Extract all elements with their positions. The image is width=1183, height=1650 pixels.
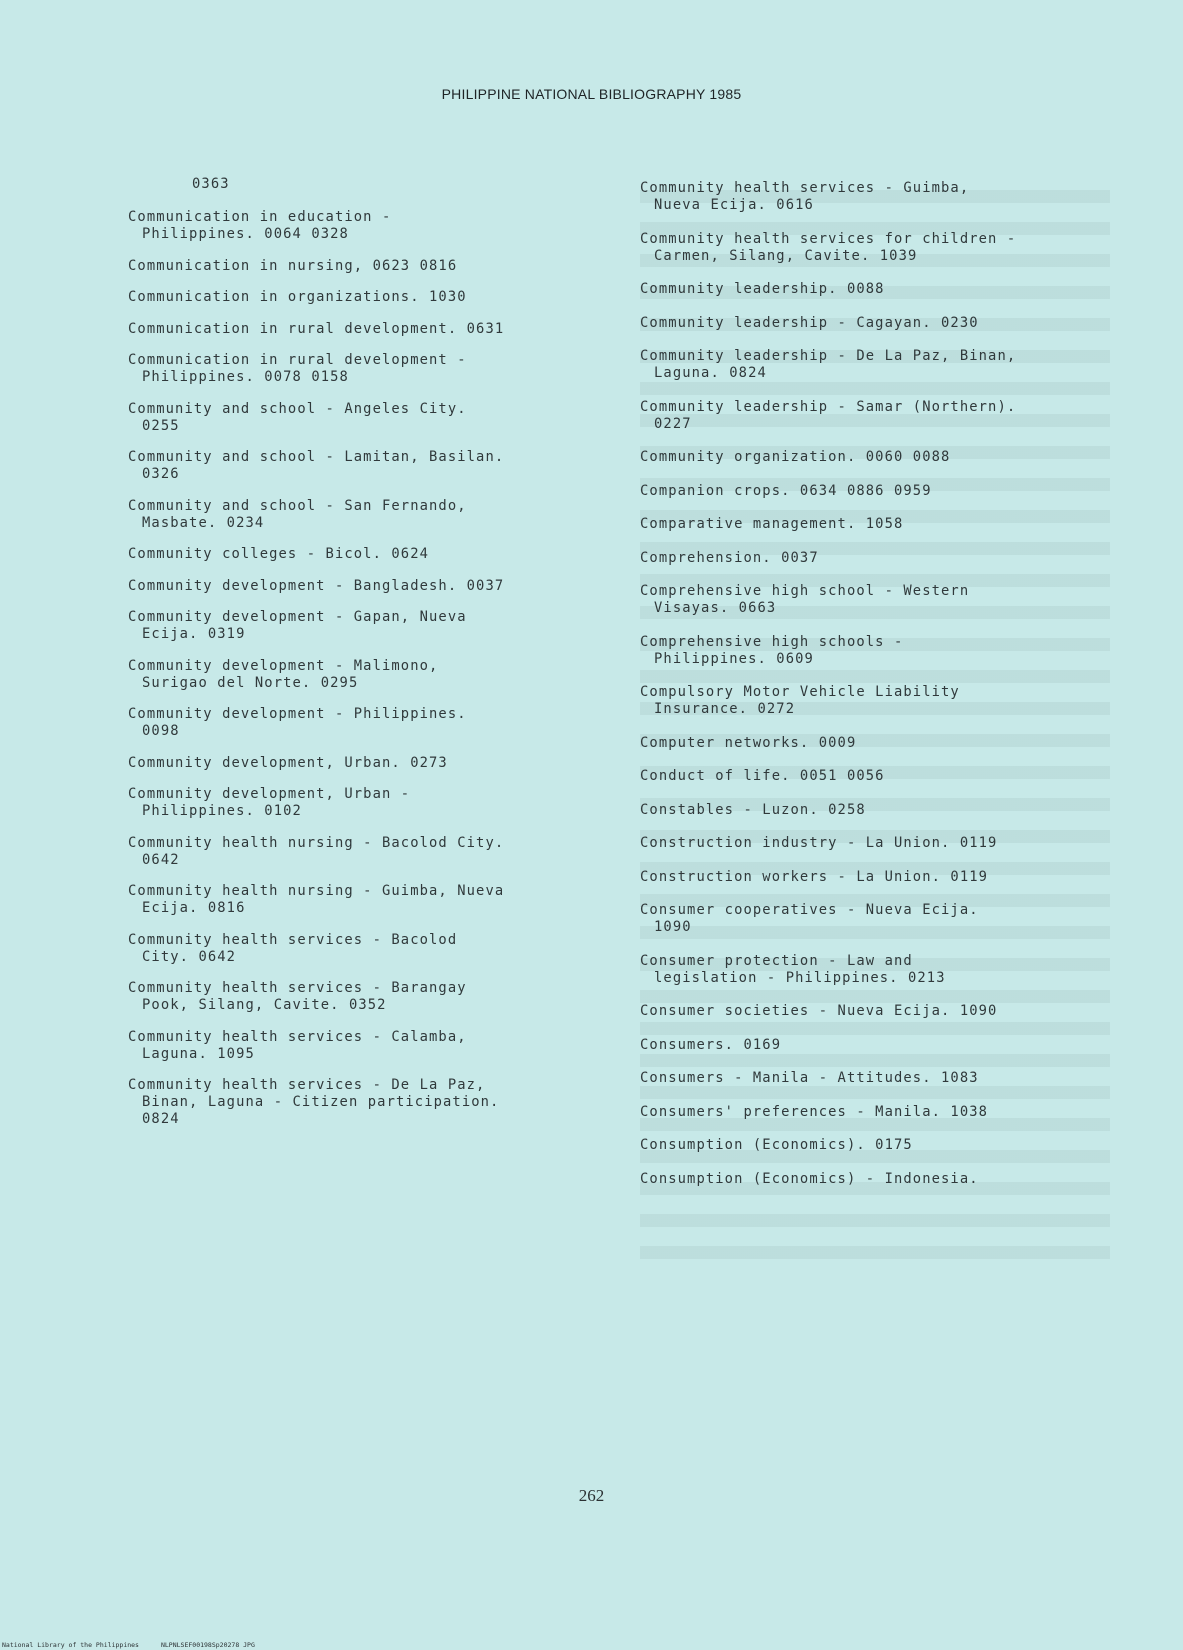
right-column bbox=[640, 180, 1100, 1204]
index-entry: Compulsory Motor Vehicle Liability Insurance. 0272 bbox=[640, 684, 960, 717]
index-entry: Consumption (Economics). 0175 bbox=[640, 1137, 913, 1153]
index-entry: Communication in rural development - Philippines. 0078 0158 bbox=[128, 352, 467, 385]
index-entry: Consumer protection - Law and legislation - Philippines. 0213 bbox=[640, 952, 946, 986]
index-entry: Communication in rural development. 0631 bbox=[128, 320, 505, 337]
index-entry: 0363 bbox=[192, 176, 230, 192]
index-entry: Communication in nursing, 0623 0816 bbox=[128, 257, 458, 274]
index-entry: Comprehensive high school - Western Visayas. 0663 bbox=[640, 583, 970, 616]
index-entry: Community development - Malimono, Surigao del Norte. 0295 bbox=[128, 657, 439, 691]
index-entry: Construction industry - La Union. 0119 bbox=[640, 835, 998, 851]
index-entry: Comprehension. 0037 bbox=[640, 549, 819, 566]
index-entry: Comprehensive high schools - Philippines. 0609 bbox=[640, 633, 904, 667]
index-entry: Consumers' preferences - Manila. 1038 bbox=[640, 1103, 989, 1120]
scan-footer bbox=[2, 1641, 277, 1649]
left-column bbox=[128, 176, 628, 1143]
page-header: PHILIPPINE NATIONAL BIBLIOGRAPHY 1985 bbox=[441, 86, 742, 102]
index-entry: Conduct of life. 0051 0056 bbox=[640, 768, 885, 784]
page-number: 262 bbox=[578, 1486, 605, 1505]
index-entry: Community development - Bangladesh. 0037 bbox=[128, 577, 505, 594]
index-entry: Construction workers - La Union. 0119 bbox=[640, 868, 989, 885]
index-entry: Community and school - San Fernando, Masbate. 0234 bbox=[128, 497, 467, 531]
index-entry: Consumer cooperatives - Nueva Ecija. 1090 bbox=[640, 902, 979, 935]
index-entry: Communication in organizations. 1030 bbox=[128, 289, 467, 305]
index-entry: Community health services - De La Paz, Binan, Laguna - Citizen participation. 0824 bbox=[128, 1077, 500, 1127]
index-entry: Communication in education - Philippines. 0064 0328 bbox=[128, 209, 392, 242]
index-entry: Community health services - Calamba, Laguna. 1095 bbox=[128, 1028, 467, 1062]
index-entry: Community development - Philippines. 0098 bbox=[128, 706, 467, 739]
index-entry: Community health nursing - Guimba, Nueva Ecija. 0816 bbox=[128, 883, 505, 916]
index-entry: Community health nursing - Bacolod City. 0642 bbox=[128, 834, 505, 868]
index-entry: Computer networks. 0009 bbox=[640, 734, 857, 751]
index-entry: Community development - Gapan, Nueva Ecija. 0319 bbox=[128, 609, 467, 642]
index-entry: Community and school - Lamitan, Basilan. 0326 bbox=[128, 449, 505, 482]
index-entry: Consumer societies - Nueva Ecija. 1090 bbox=[640, 1003, 998, 1019]
index-entry: Comparative management. 1058 bbox=[640, 516, 904, 532]
index-entry: Consumers - Manila - Attitudes. 1083 bbox=[640, 1070, 979, 1086]
footer-file-id: NLPNLSEF00198Sp20278 JPG bbox=[160, 1641, 255, 1649]
index-entry: Community health services - Barangay Pook, Silang, Cavite. 0352 bbox=[128, 980, 467, 1013]
index-entry: Community leadership - De La Paz, Binan, Laguna. 0824 bbox=[640, 348, 1017, 381]
index-entry: Community health services for children - Carmen, Silang, Cavite. 1039 bbox=[640, 230, 1017, 264]
index-entry: Community development, Urban - Philippines. 0102 bbox=[128, 786, 411, 819]
index-entry: Companion crops. 0634 0886 0959 bbox=[640, 482, 932, 499]
index-entry: Community colleges - Bicol. 0624 bbox=[128, 546, 430, 562]
index-entry: Consumers. 0169 bbox=[640, 1036, 782, 1053]
index-entry: Community health services - Guimba, Nueva Ecija. 0616 bbox=[640, 180, 970, 213]
index-entry: Community development, Urban. 0273 bbox=[128, 754, 448, 771]
index-entry: Community leadership - Samar (Northern). 0227 bbox=[640, 398, 1017, 432]
index-entry: Constables - Luzon. 0258 bbox=[640, 801, 866, 818]
index-entry: Community leadership. 0088 bbox=[640, 281, 885, 297]
index-entry: Community and school - Angeles City. 0255 bbox=[128, 400, 467, 434]
index-entry: Consumption (Economics) - Indonesia. bbox=[640, 1170, 979, 1187]
index-entry: Community health services - Bacolod City. 0642 bbox=[128, 931, 458, 965]
index-entry: Community organization. 0060 0088 bbox=[640, 449, 951, 465]
index-entry: Community leadership - Cagayan. 0230 bbox=[640, 314, 979, 331]
footer-library: National Library of the Philippines bbox=[2, 1641, 139, 1649]
